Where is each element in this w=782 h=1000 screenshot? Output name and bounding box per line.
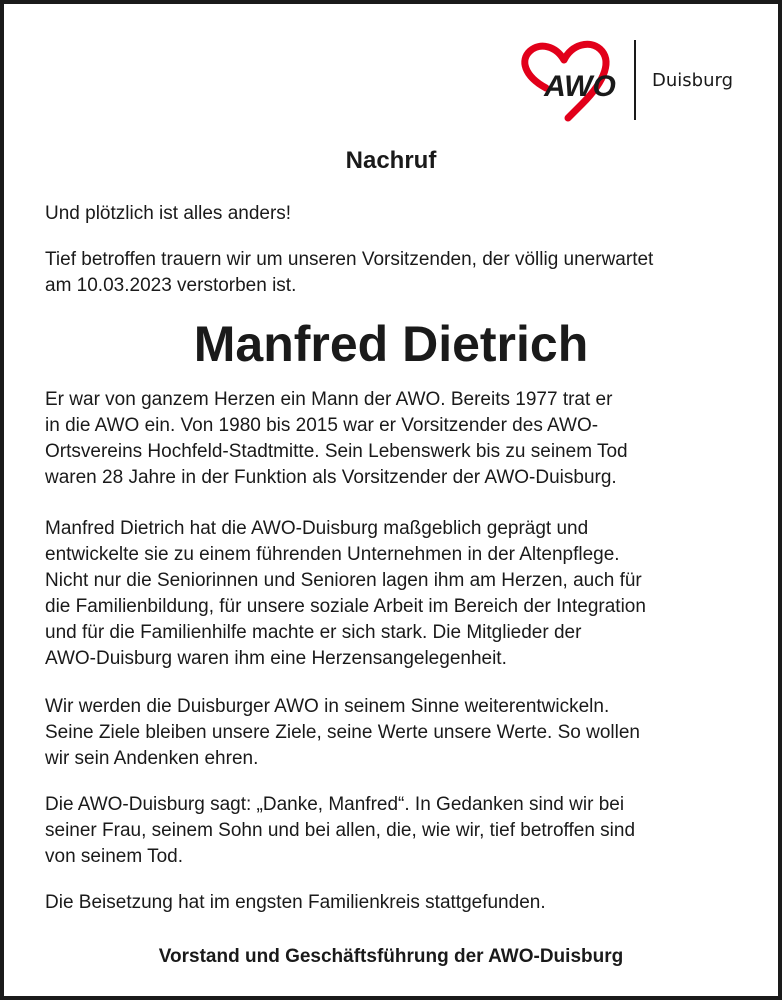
logo-city: Duisburg [652,70,733,91]
notice-heading: Nachruf [345,147,437,174]
announcement: Tief betroffen trauern wir um unseren Vorsitzenden, der völlig unerwartet am 10.03.2023 verstorben ist. [45,249,654,296]
signature: Vorstand und Geschäftsführung der AWO-Duisburg [158,946,624,967]
paragraph-burial: Die Beisetzung hat im engsten Familienkreis stattgefunden. [45,892,546,913]
paragraph-career: Er war von ganzem Herzen ein Mann der AWO. Bereits 1977 trat er in die AWO ein. Von 1980 bis 2015 war er Vorsitzender des AWO- Ortsvereins Hochfeld-Stadtmitte. Sein Lebenswerk bis zu seinem Tod waren 28 Jahre in der Funktion als Vorsitzender der AWO-Duisburg. [45,389,628,488]
deceased-name: Manfred Dietrich [193,316,589,372]
intro-line: Und plötzlich ist alles anders! [45,203,292,224]
paragraph-legacy: Manfred Dietrich hat die AWO-Duisburg maßgeblich geprägt und entwickelte sie zu einem führenden Unternehmen in der Altenpflege. Nicht nur die Seniorinnen und Senioren lagen ihm am Herzen, auch für die Familienbildung, für unsere soziale Arbeit im Bereich der Integration und für die Familienhilfe machte er sich stark. Die Mitglieder der AWO-Duisburg waren ihm eine Herzensangelegenheit. [45,518,646,669]
paragraph-thanks: Die AWO-Duisburg sagt: „Danke, Manfred“. In Gedanken sind wir bei seiner Frau, seinem Sohn und bei allen, die, wie wir, tief betroffen sind von seinem Tod. [45,794,636,867]
paragraph-commitment: Wir werden die Duisburger AWO in seinem Sinne weiterentwickeln. Seine Ziele bleiben unsere Ziele, seine Werte unsere Werte. So wollen wir sein Andenken ehren. [45,696,640,769]
heart-icon [516,38,626,124]
logo-brand: AWO [544,70,616,103]
logo-divider [634,40,636,120]
awo-logo [516,38,746,124]
